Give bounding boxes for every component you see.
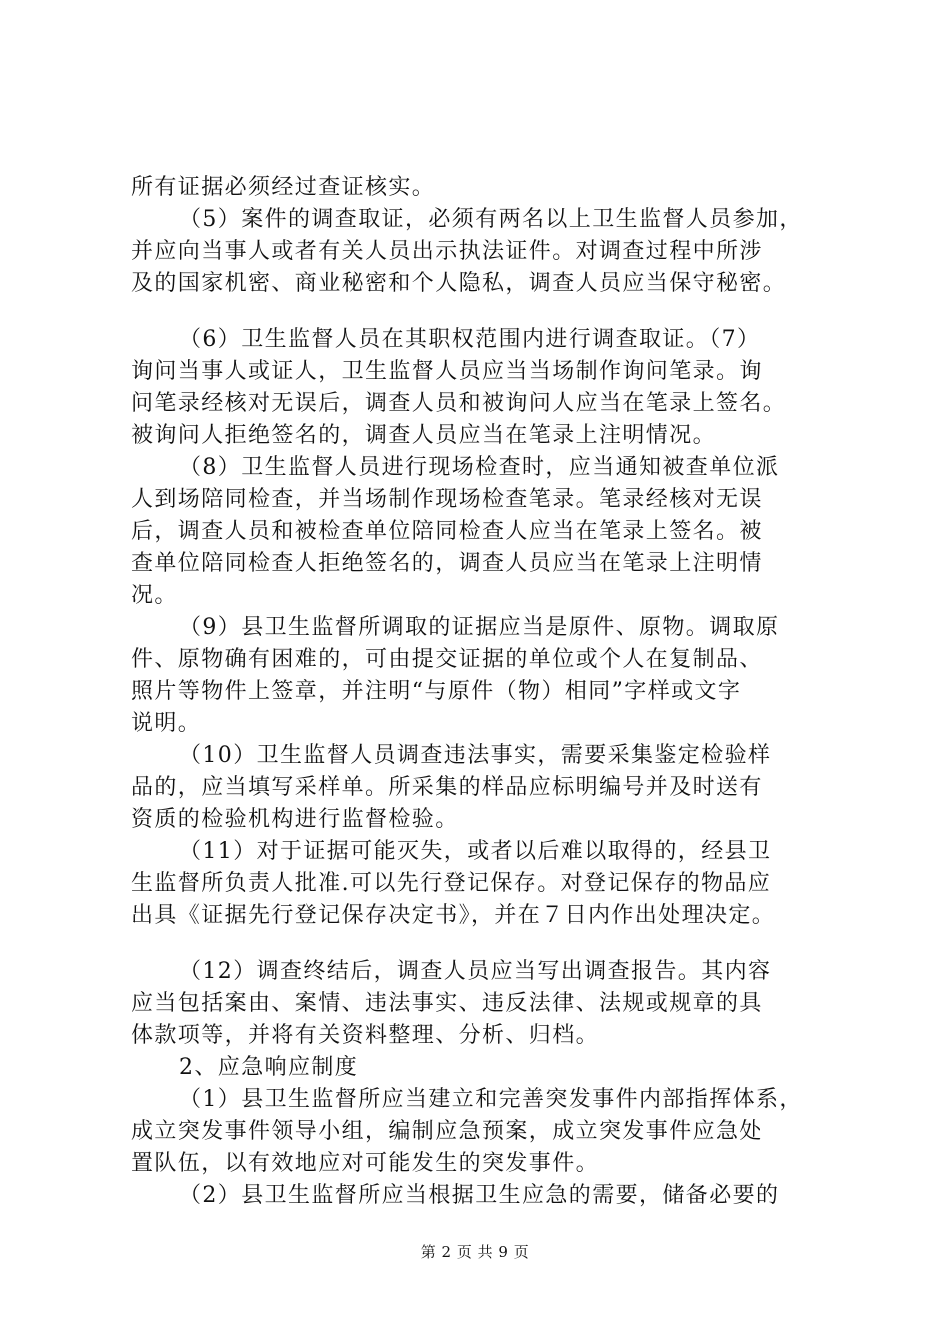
paragraph [131, 204, 853, 300]
text-line: 照片等物件上签章，并注明“与原件（物）相同”字样或文字 [131, 679, 742, 704]
text-line: 生监督所负责人批准.可以先行登记保存。对登记保存的物品应 [131, 871, 772, 896]
text-line: （11）对于证据可能灭失，或者以后难以取得的，经县卫 [179, 839, 772, 864]
text-line: 资质的检验机构进行监督检验。 [131, 807, 459, 832]
text-line: （2）县卫生监督所应当根据卫生应急的需要，储备必要的 [179, 1183, 780, 1208]
text-line: 被询问人拒绝签名的，调查人员应当在笔录上注明情况。 [131, 423, 717, 448]
text-line: （10）卫生监督人员调查违法事实，需要采集鉴定检验样 [179, 743, 772, 768]
paragraph [131, 172, 853, 204]
text-line: 品的，应当填写采样单。所采集的样品应标明编号并及时送有 [131, 775, 763, 800]
text-line: （12）调查终结后，调查人员应当写出调查报告。其内容 [179, 959, 772, 984]
page-number-footer: 第 2 页 共 9 页 [420, 1243, 530, 1261]
paragraph-gap [131, 300, 853, 324]
text-line: 体款项等，并将有关资料整理、分析、归档。 [131, 1023, 600, 1048]
text-line: 及的国家机密、商业秘密和个人隐私，调查人员应当保守秘密。 [131, 271, 787, 296]
text-line: （9）县卫生监督所调取的证据应当是原件、原物。调取原 [179, 615, 780, 640]
text-line: （6）卫生监督人员在其职权范围内进行调查取证。（7） [179, 327, 761, 352]
paragraph [131, 612, 853, 740]
text-line: （5）案件的调查取证，必须有两名以上卫生监督人员参加， [179, 207, 803, 232]
text-line: 况。 [131, 583, 178, 608]
paragraph [131, 740, 853, 836]
text-line: 询问当事人或证人，卫生监督人员应当当场制作询问笔录。询 [131, 359, 763, 384]
text-line: 成立突发事件领导小组，编制应急预案，成立突发事件应急处 [131, 1119, 763, 1144]
text-line: 出具《证据先行登记保存决定书》，并在７日内作出处理决定。 [131, 903, 776, 928]
text-line: （8）卫生监督人员进行现场检查时，应当通知被查单位派 [179, 455, 780, 480]
section-heading-text: 2、应急响应制度 [179, 1055, 359, 1080]
paragraph [131, 1180, 853, 1212]
text-line: 应当包括案由、案情、违法事实、违反法律、法规或规章的具 [131, 991, 763, 1016]
paragraph [131, 324, 853, 452]
paragraph [131, 836, 853, 932]
paragraph [131, 956, 853, 1052]
text-line: 人到场陪同检查，并当场制作现场检查笔录。笔录经核对无误 [131, 487, 763, 512]
text-line: 并应向当事人或者有关人员出示执法证件。对调查过程中所涉 [131, 239, 763, 264]
section-heading [131, 1052, 853, 1084]
paragraph [131, 1084, 853, 1180]
text-line: 所有证据必须经过查证核实。 [131, 175, 436, 200]
text-line: （1）县卫生监督所应当建立和完善突发事件内部指挥体系， [179, 1087, 803, 1112]
text-line: 问笔录经核对无误后，调查人员和被询问人应当在笔录上签名。 [131, 391, 787, 416]
document-body [131, 172, 853, 1212]
text-line: 查单位陪同检查人拒绝签名的，调查人员应当在笔录上注明情 [131, 551, 763, 576]
text-line: 后，调查人员和被检查单位陪同检查人应当在笔录上签名。被 [131, 519, 763, 544]
text-line: 件、原物确有困难的，可由提交证据的单位或个人在复制品、 [131, 647, 763, 672]
paragraph [131, 452, 853, 612]
paragraph-gap [131, 932, 853, 956]
text-line: 置队伍，以有效地应对可能发生的突发事件。 [131, 1151, 600, 1176]
text-line: 说明。 [131, 711, 202, 736]
